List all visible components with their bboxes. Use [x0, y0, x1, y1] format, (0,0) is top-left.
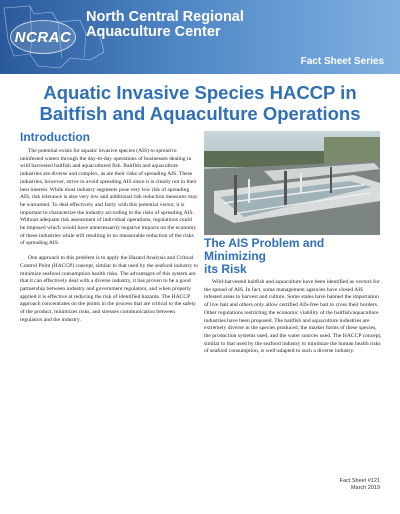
- ncrac-logo: NCRAC: [10, 20, 76, 54]
- fact-sheet-date: March 2019: [350, 485, 380, 491]
- organization-name: North Central Regional Aquaculture Center: [86, 9, 244, 40]
- ais-problem-heading: The AIS Problem and Minimizing its Risk: [204, 236, 325, 276]
- fact-sheet-footer: [340, 478, 380, 492]
- intro-paragraph-2: One approach to this problem is to apply the Hazard Analysis and Critical Control Point (HACCP) concept, similar to that used by the seafood industry to minimize seafood consumption health risks. The advantages of this system are that it can effectively deal with a diverse industry, it has proven to be a good partnership between industry and government regulators, and when properly applied it is effective at reducing the risk of identified hazards. The HACCP approach concentrates on the points in the process that are critical to the safety of the product, minimizes risks, and stresses communication between regulators and the industry.: [20, 255, 198, 323]
- introduction-heading: Introduction: [20, 130, 90, 144]
- document-title: Aquatic Invasive Species HACCP in Baitfish and Aquaculture Operations: [39, 82, 361, 124]
- left-column: [20, 131, 198, 324]
- ais-problem-paragraph: Wild-harvested baitfish and aquaculture have been identified as vectors for the spread of AIS. In fact, some management agencies have closed AIS infested areas to harvest and culture. Some states have banned the importation of live bait and others only allow certified AIS-free bait to cross their borders. Other regulations restricting the economic viability of the baitfish/aquaculture industries have been proposed. The baitfish and aquaculture industries are extremely diverse in the species produced, the market forms of these species, the production systems used, and the water sources used. The HACCP concept, similar to that used by the seafood industry to minimize the human health risks of seafood consumption, is well-adapted to such a diverse industry.: [204, 279, 382, 355]
- fish-tanks-photo: [204, 131, 380, 235]
- intro-paragraph-1: The potential exists for aquatic invasive species (AIS) to spread to uninfested waters through the day-to-day operations of businesses dealing in wild harvested baitfish and aquacultured fish. Baitfish and aquaculture industries are diverse and complex, as are their risks of spreading AIS. These industries, however, strive to avoid spreading AIS since it is clearly not in their best interest. While most industry segments pose very low risk of spreading AIS, risk tolerance is also very low and additional risk reduction measures may be warranted. To deal effectively and fairly with this potential vector, it is important to characterize the industry according to the risks of spreading AIS. Without adequate risk assessment of individual operations, regulations could be imposed which would have unnecessarily negative impacts on the economy of these industries while still resulting in no measurable reduction of the risks of spreading AIS.: [20, 148, 198, 247]
- right-column: [204, 237, 382, 356]
- series-label: Fact Sheet Series: [300, 56, 384, 67]
- header-banner: [0, 0, 400, 74]
- fact-sheet-number: Fact Sheet #121: [339, 478, 380, 484]
